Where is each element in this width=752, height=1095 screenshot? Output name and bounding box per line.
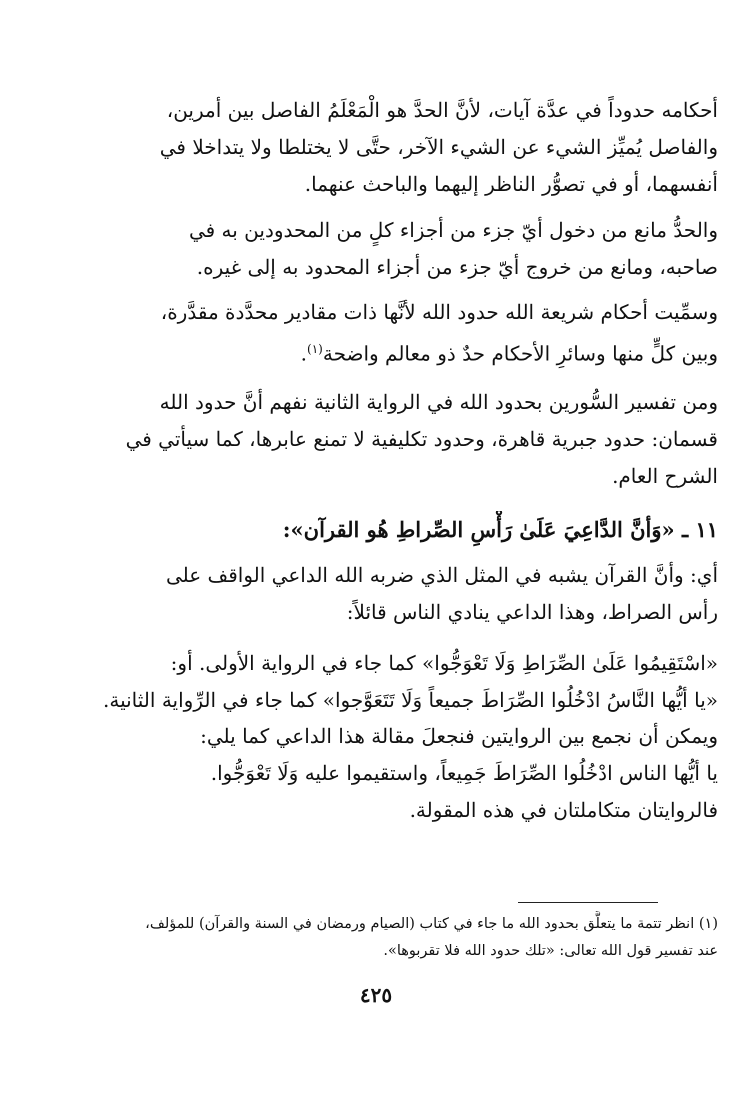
paragraph-line: «اسْتَقِيمُوا عَلَىٰ الصِّرَاطِ وَلَا تَعْوَجُّوا» كما جاء في الرواية الأولى. أو: (170, 651, 718, 675)
paragraph-line: ويمكن أن نجمع بين الروايتين فنجعلَ مقالة هذا الداعي كما يلي: (200, 724, 718, 748)
paragraph-line: يا أيُّها الناس ادْخُلُوا الصِّرَاطَ جَمِيعاً، واستقيموا عليه وَلَا تَعْوَجُّوا. (210, 761, 718, 785)
paragraph-5 (84, 557, 718, 631)
paragraph-line: قسمان: حدود جبرية قاهرة، وحدود تكليفية لا تمنع عابرها، كما سيأتي في (125, 427, 718, 451)
paragraph-line-text: وبين كلٍّ منها وسائرِ الأحكام حدٌ ذو معالم واضحة (322, 341, 718, 366)
paragraph-6 (84, 645, 718, 719)
footnote-divider (518, 902, 658, 903)
paragraph-2 (84, 212, 718, 286)
paragraph-line: رأس الصراط، وهذا الداعي ينادي الناس قائلاً: (346, 600, 718, 624)
footnote (84, 911, 718, 965)
paragraph-line: «يا أيُّها النَّاسُ ادْخُلُوا الصِّرَاطَ جميعاً وَلَا تَتَعَوَّجوا» كما جاء في الرِّواية الثانية. (103, 688, 718, 712)
paragraph-line: والفاصل يُميِّز الشيء عن الشيء الآخر، حتَّى لا يختلطا ولا يتداخلا في (159, 135, 718, 159)
paragraph-line: ومن تفسير السُّورين بحدود الله في الرواية الثانية نفهم أنَّ حدود الله (159, 390, 718, 414)
section-heading (84, 511, 718, 548)
paragraph-line-with-footnote (84, 331, 718, 373)
period: . (300, 341, 308, 366)
page-number: ٤٢٥ (359, 983, 393, 1007)
footnote-line: عند تفسير قول الله تعالى: «تلك حدود الله فلا تقربوها». (383, 943, 718, 959)
paragraph-1 (84, 92, 718, 203)
footnote-marker: (١) (307, 342, 323, 356)
paragraph-line: أحكامه حدوداً في عدَّة آيات، لأنَّ الحدَّ هو الْمَعْلَمُ الفاصل بين أمرين، (166, 98, 718, 122)
paragraph-3 (84, 294, 718, 373)
paragraph-line: وسمِّيت أحكام شريعة الله حدود الله لأنَّها ذات مقادير محدَّدة مقدَّرة، (160, 300, 718, 324)
footnote-line: (١) انظر تتمة ما يتعلَّق بحدود الله ما جاء في كتاب (الصيام ورمضان في السنة والقرآن) للمؤلف، (145, 916, 718, 932)
paragraph-line: الشرح العام. (612, 464, 718, 488)
paragraph-4 (84, 384, 718, 495)
paragraph-line: أي: وأنَّ القرآن يشبه في المثل الذي ضربه الله الداعي الواقف على (165, 563, 718, 587)
heading-text: ١١ ـ «وَأنَّ الدَّاعِيَ عَلَىٰ رَأْسِ الصِّراطِ هُو القرآن»: (282, 517, 718, 542)
paragraph-line: فالروايتان متكاملتان في هذه المقولة. (409, 798, 718, 822)
paragraph-line: والحدُّ مانع من دخول أيّ جزء من أجزاء كلٍ من المحدودين به في (188, 218, 718, 242)
paragraph-7 (84, 718, 718, 829)
paragraph-line: صاحبه، ومانع من خروج أيّ جزء من أجزاء المحدود به إلى غيره. (196, 255, 718, 279)
paragraph-line: أنفسهما، أو في تصوُّر الناظر إليهما والباحث عنهما. (304, 172, 718, 196)
